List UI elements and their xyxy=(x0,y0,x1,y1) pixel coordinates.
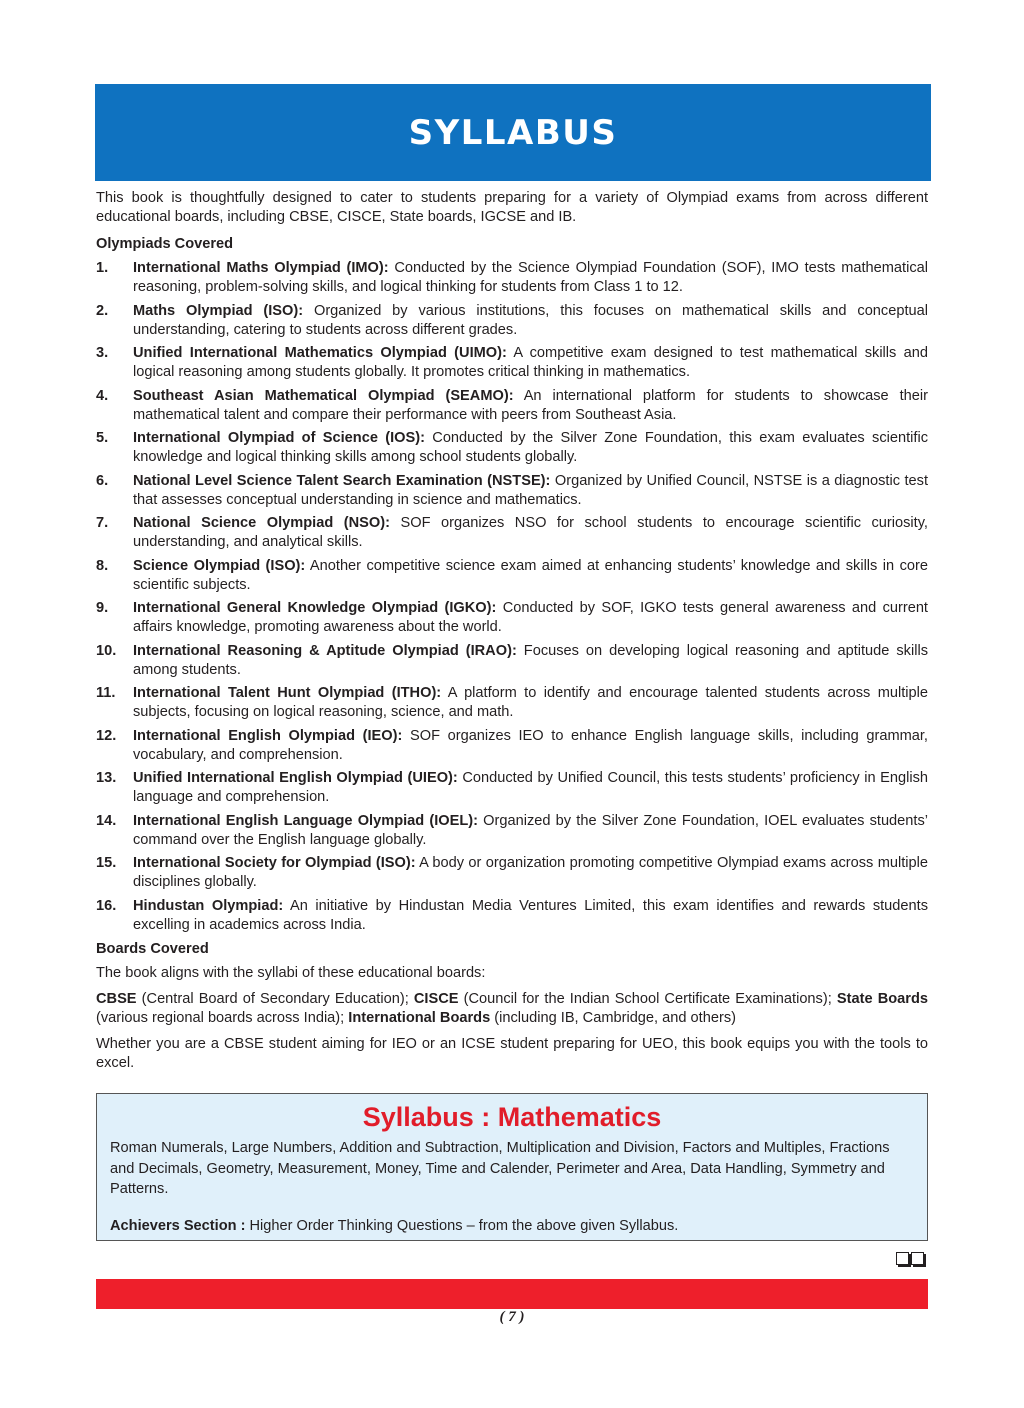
boards-heading: Boards Covered xyxy=(96,940,209,957)
item-number: 14. xyxy=(96,812,117,829)
item-number: 7. xyxy=(96,515,109,531)
olympiad-description: Organized by the Silver Zone Foundation, IOEL evaluates students’ command over the English language globally. xyxy=(133,812,929,848)
board-name: State Boards xyxy=(836,990,928,1007)
list-item xyxy=(96,557,928,595)
footer-bar xyxy=(96,1279,928,1309)
item-body xyxy=(133,812,928,850)
page-number: ( 7 ) xyxy=(499,1309,525,1325)
olympiad-description: SOF organizes NSO for school students to encourage scientific curiosity, understanding, and analytical skills. xyxy=(133,515,928,550)
list-item xyxy=(96,259,928,297)
olympiad-name: Unified International Mathematics Olympiad (UIMO): xyxy=(133,345,507,361)
olympiad-description: A competitive exam designed to test mathematical skills and logical reasoning among students globally. It promotes critical thinking in mathematics. xyxy=(133,345,929,380)
olympiad-description: Organized by Unified Council, NSTSE is a diagnostic test that assesses conceptual understanding in science and mathematics. xyxy=(133,472,928,508)
box-icon xyxy=(896,1252,909,1265)
item-body xyxy=(133,514,928,552)
item-number: 2. xyxy=(96,302,109,319)
olympiad-name: National Level Science Talent Search Examination (NSTSE): xyxy=(133,472,551,489)
syllabus-box xyxy=(96,1093,928,1241)
item-body xyxy=(133,557,928,595)
olympiad-name: Hindustan Olympiad: xyxy=(133,897,284,914)
olympiad-name: International English Language Olympiad (IOEL): xyxy=(133,812,479,829)
board-name: International Boards xyxy=(348,1009,491,1026)
item-number: 3. xyxy=(96,345,109,361)
item-number: 1. xyxy=(96,260,109,276)
olympiad-description: An initiative by Hindustan Media Ventures Limited, this exam identifies and rewards students excelling in academics across India. xyxy=(133,897,928,933)
end-of-section-icon xyxy=(896,1252,924,1265)
item-body xyxy=(133,387,928,425)
item-number: 8. xyxy=(96,557,109,574)
list-item xyxy=(96,472,928,510)
board-name: CISCE xyxy=(413,990,459,1007)
boards-lead: The book aligns with the syllabi of these educational boards: xyxy=(96,964,486,981)
olympiad-description: Conducted by the Science Olympiad Foundation (SOF), IMO tests mathematical reasoning, problem-solving skills, and logical thinking for students from Class 1 to 12. xyxy=(133,260,928,295)
olympiad-name: International Society for Olympiad (ISO): xyxy=(133,855,416,871)
olympiad-name: International Olympiad of Science (IOS): xyxy=(133,430,425,446)
item-number: 13. xyxy=(96,770,117,786)
box-icon xyxy=(911,1252,924,1265)
board-desc: (Council for the Indian School Certificate Examinations); xyxy=(458,990,837,1007)
list-item xyxy=(96,429,928,467)
item-body xyxy=(133,472,928,510)
olympiad-description: Focuses on developing logical reasoning and aptitude skills among students. xyxy=(133,642,928,678)
item-body xyxy=(133,727,928,765)
list-item xyxy=(96,854,928,892)
syllabus-topics: Roman Numerals, Large Numbers, Addition and Subtraction, Multiplication and Division, Factors and Multiples, Fractions and Decimals, Geometry, Measurement, Money, Time and Calender, Perimeter and Area, Data Handling, Symmetry and Patterns. xyxy=(110,1140,890,1197)
item-number: 10. xyxy=(96,642,117,659)
board-name: CBSE xyxy=(96,990,137,1007)
intro-paragraph: This book is thoughtfully designed to cater to students preparing for a variety of Olympiad exams from across different educational boards, including CBSE, CISCE, State boards, IGCSE and IB. xyxy=(96,190,928,225)
list-item xyxy=(96,812,928,850)
item-number: 16. xyxy=(96,897,117,914)
item-body xyxy=(133,769,928,807)
list-item xyxy=(96,769,928,807)
item-body xyxy=(133,684,928,722)
item-number: 15. xyxy=(96,855,117,871)
list-item xyxy=(96,387,928,425)
olympiad-list xyxy=(96,259,928,935)
list-item xyxy=(96,514,928,552)
olympiad-description: Another competitive science exam aimed at enhancing students’ knowledge and skills in core scientific subjects. xyxy=(133,557,928,593)
achievers-label: Achievers Section : xyxy=(110,1218,246,1234)
olympiad-name: International Reasoning & Aptitude Olympiad (IRAO): xyxy=(133,642,517,659)
page-title: SYLLABUS xyxy=(408,112,618,153)
item-number: 5. xyxy=(96,430,109,446)
syllabus-title: Syllabus : Mathematics xyxy=(362,1102,662,1132)
board-desc: (including IB, Cambridge, and others) xyxy=(490,1009,736,1026)
closing-paragraph: Whether you are a CBSE student aiming for IEO or an ICSE student preparing for UEO, this book equips you with the tools to excel. xyxy=(96,1035,928,1071)
item-body xyxy=(133,344,928,382)
olympiad-description: An international platform for students to showcase their mathematical talent and compare their performance with peers from Southeast Asia. xyxy=(133,387,928,423)
olympiad-name: Southeast Asian Mathematical Olympiad (SEAMO): xyxy=(133,387,514,404)
item-number: 6. xyxy=(96,472,109,489)
olympiad-name: Unified International English Olympiad (UIEO): xyxy=(133,770,458,786)
olympiad-description: Conducted by SOF, IGKO tests general awareness and current affairs knowledge, promoting awareness about the world. xyxy=(133,600,928,635)
board-desc: (Central Board of Secondary Education); xyxy=(136,990,414,1007)
title-banner xyxy=(95,84,931,181)
item-body xyxy=(133,897,928,935)
olympiad-description: Conducted by the Silver Zone Foundation, this exam evaluates scientific knowledge and logical thinking skills among school students globally. xyxy=(133,430,929,465)
list-item xyxy=(96,684,928,722)
list-item xyxy=(96,727,928,765)
item-body xyxy=(133,429,928,467)
item-body xyxy=(133,642,928,680)
olympiad-name: Science Olympiad (ISO): xyxy=(133,557,306,574)
item-number: 12. xyxy=(96,727,117,744)
board-desc: (various regional boards across India); xyxy=(96,1009,349,1026)
list-item xyxy=(96,897,928,935)
olympiads-heading: Olympiads Covered xyxy=(96,236,234,252)
item-number: 11. xyxy=(96,685,116,701)
list-item xyxy=(96,642,928,680)
item-body xyxy=(133,302,928,340)
item-body xyxy=(133,599,928,637)
achievers-text: Higher Order Thinking Questions – from the above given Syllabus. xyxy=(245,1218,679,1234)
olympiad-name: International English Olympiad (IEO): xyxy=(133,727,403,744)
olympiad-description: A platform to identify and encourage talented students across multiple subjects, focusing on logical reasoning, science, and math. xyxy=(133,685,928,720)
olympiad-name: International General Knowledge Olympiad (IGKO): xyxy=(133,600,497,616)
list-item xyxy=(96,302,928,340)
main-content xyxy=(96,189,928,1080)
olympiad-description: SOF organizes IEO to enhance English language skills, including grammar, vocabulary, and comprehension. xyxy=(133,727,928,763)
olympiad-description: A body or organization promoting competitive Olympiad exams across multiple disciplines globally. xyxy=(133,855,928,890)
item-number: 9. xyxy=(96,600,109,616)
item-body xyxy=(133,259,928,297)
item-number: 4. xyxy=(96,387,109,404)
list-item xyxy=(96,599,928,637)
list-item xyxy=(96,344,928,382)
olympiad-name: Maths Olympiad (ISO): xyxy=(133,302,304,319)
item-body xyxy=(133,854,928,892)
olympiad-description: Organized by various institutions, this focuses on mathematical skills and conceptual understanding, catering to students across different grades. xyxy=(133,302,928,338)
olympiad-name: National Science Olympiad (NSO): xyxy=(133,515,390,531)
olympiad-name: International Maths Olympiad (IMO): xyxy=(133,260,389,276)
olympiad-name: International Talent Hunt Olympiad (ITHO): xyxy=(133,685,442,701)
boards-list xyxy=(96,990,928,1028)
olympiad-description: Conducted by Unified Council, this tests students’ proficiency in English language and comprehension. xyxy=(133,770,928,805)
achievers-section xyxy=(110,1216,913,1236)
